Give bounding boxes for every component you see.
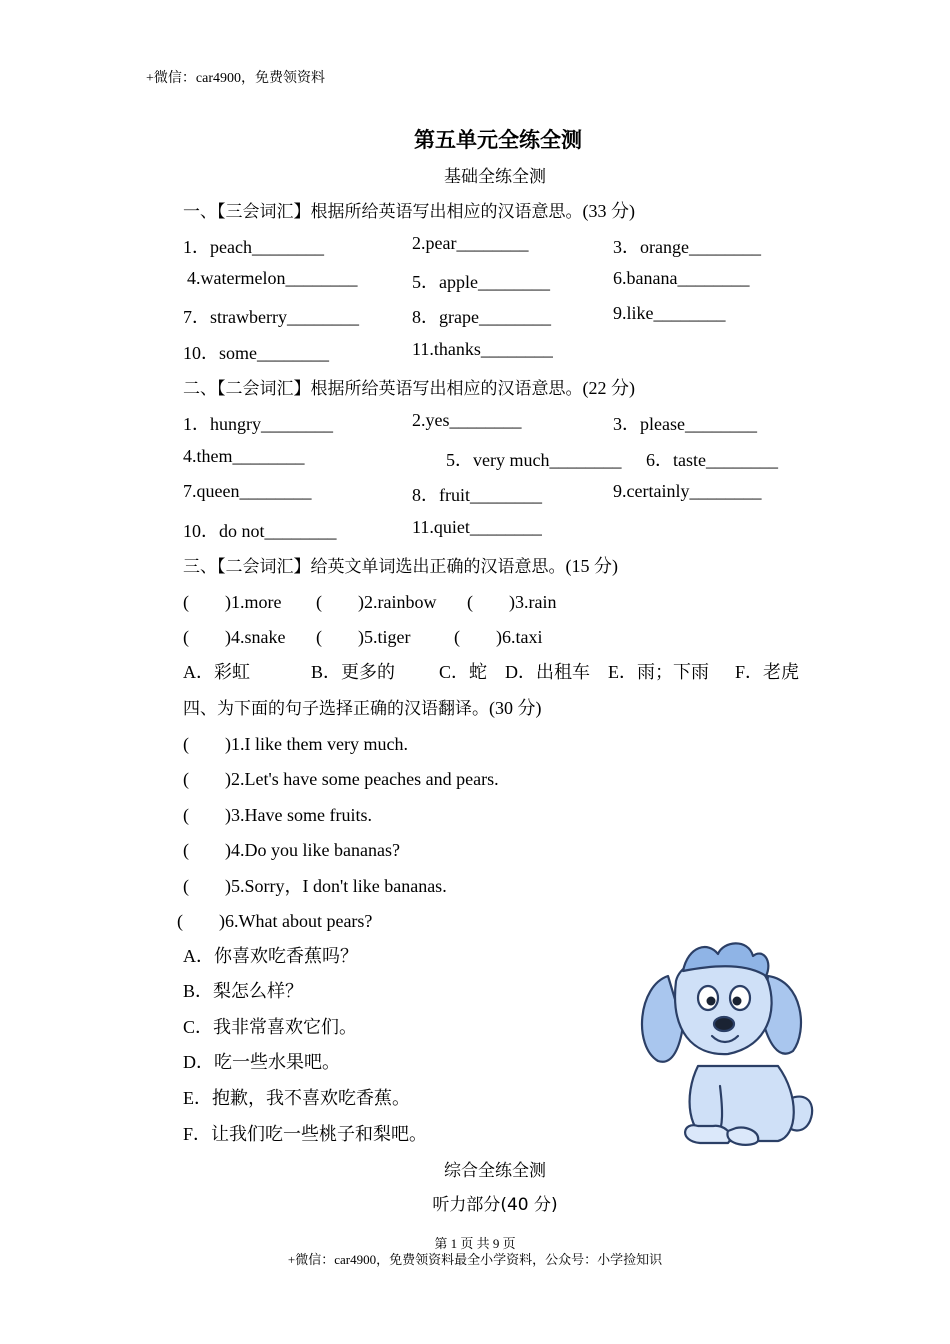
section1-item-4: 4.watermelon________ (187, 268, 358, 288)
section2-item-6: 6．taste________ (646, 450, 778, 470)
section1-item-9: 9.like________ (613, 303, 726, 323)
part2-title: 综合全练全测 (444, 1161, 546, 1181)
section4-item-2: ( )2.Let's have some peaches and pears. (183, 769, 499, 789)
section2-item-5: 5．very much________ (446, 450, 622, 470)
section3-item-3: ( )3.rain (467, 592, 557, 612)
section4-heading: 四、为下面的句子选择正确的汉语翻译。(30 分) (183, 698, 542, 719)
section2-item-2: 2.yes________ (412, 410, 522, 430)
section2-item-1: 1．hungry________ (183, 414, 333, 434)
page-title: 第五单元全练全测 (414, 128, 582, 152)
section4-option-b: B．梨怎么样？ (183, 981, 304, 1001)
section4-option-c: C．我非常喜欢它们。 (183, 1017, 358, 1037)
section1-item-11: 11.thanks________ (412, 339, 553, 359)
section2-item-3: 3．please________ (613, 414, 757, 434)
puppy-illustration (628, 936, 834, 1158)
section3-item-6: ( )6.taxi (454, 627, 543, 647)
section2-heading: 二、【二会词汇】根据所给英语写出相应的汉语意思。(22 分) (183, 378, 635, 399)
section1-heading: 一、【三会词汇】根据所给英语写出相应的汉语意思。(33 分) (183, 201, 635, 222)
section1-item-5: 5．apple________ (412, 272, 550, 292)
section3-option-c: C．蛇 (439, 662, 488, 682)
footer-note: +微信：car4900，免费领资料最全小学资料，公众号：小学捡知识 (287, 1252, 663, 1267)
section1-item-7: 7．strawberry________ (183, 307, 359, 327)
section3-item-1: ( )1.more (183, 592, 282, 612)
section2-item-7: 7.queen________ (183, 481, 312, 501)
section4-item-4: ( )4.Do you like bananas? (183, 840, 400, 860)
section4-item-5: ( )5.Sorry，I don't like bananas. (183, 876, 447, 896)
section4-item-3: ( )3.Have some fruits. (183, 805, 372, 825)
section2-item-4: 4.them________ (183, 446, 305, 466)
listening-title: 听力部分(40 分) (432, 1195, 558, 1215)
section3-option-f: F．老虎 (735, 662, 800, 682)
section1-item-10: 10．some________ (183, 343, 329, 363)
section4-option-d: D．吃一些水果吧。 (183, 1052, 340, 1072)
section1-item-6: 6.banana________ (613, 268, 750, 288)
section3-item-4: ( )4.snake (183, 627, 286, 647)
section2-item-9: 9.certainly________ (613, 481, 762, 501)
section3-option-a: A．彩虹 (183, 662, 250, 682)
section4-option-f: F．让我们吃一些桃子和梨吧。 (183, 1124, 428, 1144)
section4-item-1: ( )1.I like them very much. (183, 734, 408, 754)
section1-item-2: 2.pear________ (412, 233, 529, 253)
section3-heading: 三、【二会词汇】给英文单词选出正确的汉语意思。(15 分) (183, 556, 618, 577)
section4-item-6: ( )6.What about pears? (177, 911, 373, 931)
section4-option-e: E．抱歉，我不喜欢吃香蕉。 (183, 1088, 410, 1108)
section2-item-10: 10．do not________ (183, 521, 337, 541)
section1-item-3: 3．orange________ (613, 237, 761, 257)
footer-page-number: 第 1 页 共 9 页 (434, 1236, 516, 1251)
section3-option-e: E．雨；下雨 (608, 662, 709, 682)
section3-option-b: B．更多的 (311, 662, 396, 682)
page-subtitle: 基础全练全测 (444, 167, 546, 187)
section2-item-8: 8．fruit________ (412, 485, 542, 505)
section1-item-1: 1．peach________ (183, 237, 324, 257)
section2-item-11: 11.quiet________ (412, 517, 542, 537)
section3-item-5: ( )5.tiger (316, 627, 411, 647)
section4-option-a: A．你喜欢吃香蕉吗？ (183, 946, 358, 966)
header-note: +微信：car4900，免费领资料 (146, 71, 325, 86)
section1-item-8: 8．grape________ (412, 307, 551, 327)
section3-item-2: ( )2.rainbow (316, 592, 437, 612)
section3-option-d: D．出租车 (505, 662, 590, 682)
